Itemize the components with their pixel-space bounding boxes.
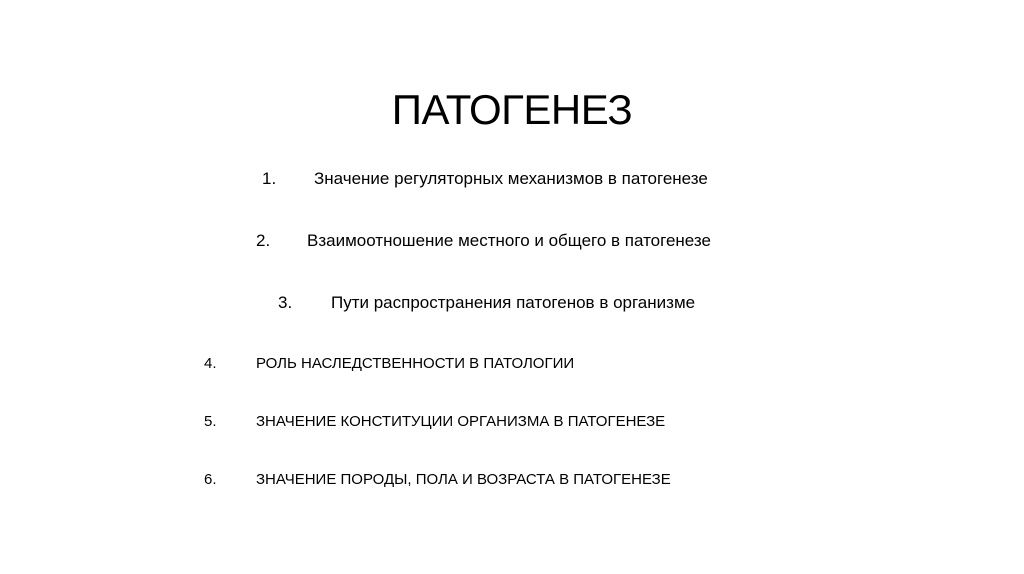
list-item-text: Пути распространения патогенов в организме (331, 293, 696, 312)
list-item-text: Значение регуляторных механизмов в патогенезе (314, 169, 708, 188)
list-item-number: 4. (204, 355, 217, 372)
list-item-number: 5. (204, 413, 217, 430)
list-item-number: 3. (278, 293, 293, 312)
list-item-text: ЗНАЧЕНИЕ КОНСТИТУЦИИ ОРГАНИЗМА В ПАТОГЕНЕЗЕ (256, 413, 666, 430)
list-item-number: 1. (262, 169, 277, 188)
list-item-text: ЗНАЧЕНИЕ ПОРОДЫ, ПОЛА И ВОЗРАСТА В ПАТОГЕНЕЗЕ (256, 471, 671, 488)
list-item-text: Взаимоотношение местного и общего в патогенезе (307, 231, 711, 250)
list-item-text: РОЛЬ НАСЛЕДСТВЕННОСТИ В ПАТОЛОГИИ (256, 355, 575, 372)
list-item-number: 6. (204, 471, 217, 488)
list-item-number: 2. (256, 231, 271, 250)
slide-title: ПАТОГЕНЕЗ (391, 86, 633, 133)
